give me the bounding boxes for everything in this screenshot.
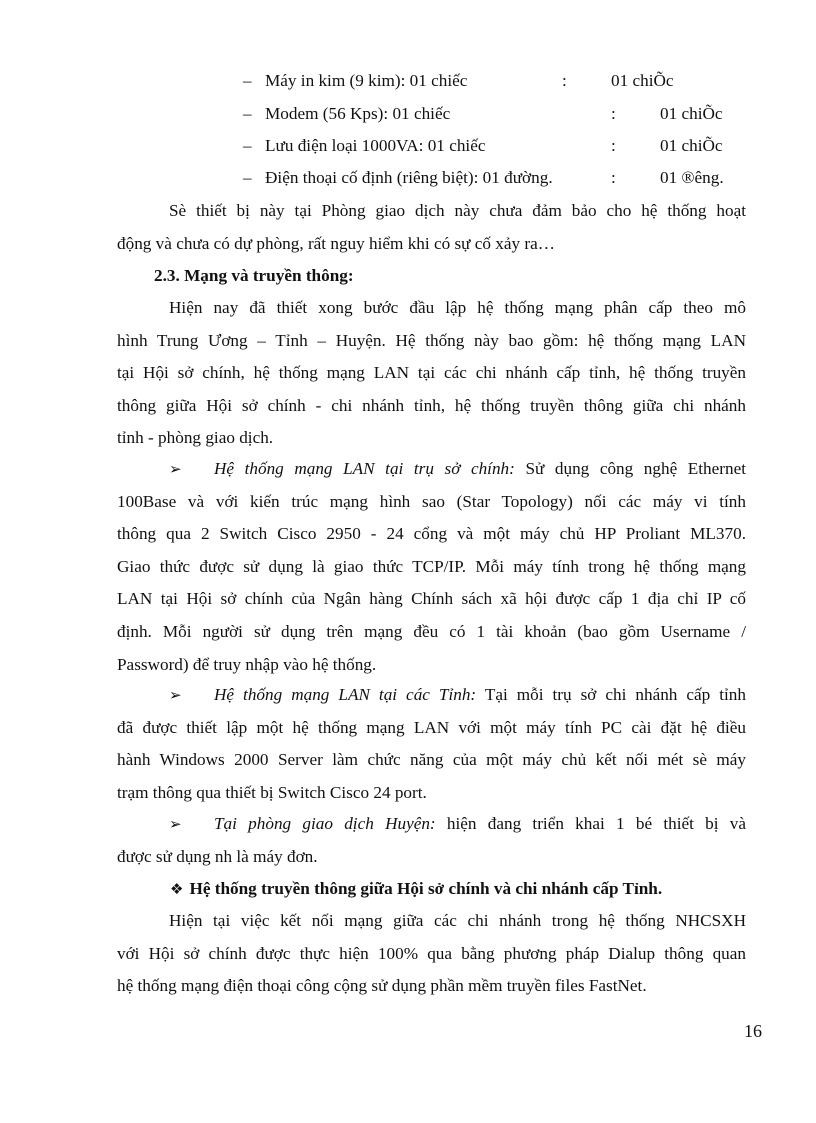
paragraph-line: Sè thiết bị này tại Phòng giao dịch này chưa đảm bảo cho hệ thống hoạt: [169, 201, 746, 220]
paragraph-line: với Hội sở chính được thực hiện 100% qua bằng phương pháp Dialup thông quan: [117, 943, 746, 963]
equipment-value: 01 ®êng.: [660, 168, 724, 187]
bullet-text: Tại mỗi trụ sở chi nhánh cấp tỉnh: [484, 685, 746, 704]
paragraph-line: LAN tại Hội sở chính của Ngân hàng Chính sách xã hội được cấp 1 địa chỉ IP cố: [117, 589, 746, 609]
bullet-line: [117, 459, 746, 492]
equipment-label: Máy in kim (9 kim): 01 chiếc: [265, 71, 468, 90]
paragraph-network-intro: [117, 298, 746, 461]
equipment-label: Modem (56 Kps): 01 chiếc: [265, 104, 451, 123]
paragraph-line: Giao thức được sử dụng là giao thức TCP/IP. Mỗi máy tính trong hệ thống mạng: [117, 556, 746, 576]
dash-bullet: –: [243, 136, 252, 155]
paragraph-line: Hiện tại việc kết nối mạng giữa các chi nhánh trong hệ thống NHCSXH: [169, 911, 746, 930]
paragraph-line: được sử dụng nh là máy đơn.: [117, 846, 318, 866]
transmission-heading-text: Hệ thống truyền thông giữa Hội sở chính và chi nhánh cấp Tỉnh.: [189, 879, 663, 898]
paragraph-transmission: [117, 911, 746, 1009]
paragraph-line: Hiện nay đã thiết xong bước đầu lập hệ thống mạng phân cấp theo mô: [169, 298, 746, 317]
equipment-item: [243, 168, 553, 188]
dash-bullet: –: [243, 71, 252, 90]
diamond-bullet-icon: ❖: [170, 880, 184, 898]
equipment-label: Lưu điện loại 1000VA: 01 chiếc: [265, 136, 486, 155]
equipment-value: 01 chiÕc: [660, 104, 723, 123]
arrow-bullet-icon: ➢: [169, 460, 182, 478]
bullet-text: hiện đang triển khai 1 bé thiết bị và: [446, 814, 747, 833]
paragraph-line: hành Windows 2000 Server làm chức năng của một máy chủ kết nối mét sè máy: [117, 750, 746, 770]
bullet-line: [117, 685, 746, 718]
page-number: 16: [744, 1021, 762, 1041]
equipment-colon: :: [611, 168, 616, 187]
paragraph-line: 100Base và với kiến trúc mạng hình sao (Star Topology) nối các máy vi tính: [117, 491, 746, 511]
equipment-item: [243, 104, 450, 124]
dash-bullet: –: [243, 168, 252, 187]
paragraph-line: thông giữa Hội sở chính - chi nhánh tỉnh, hệ thống truyền thông giữa chi nhánh: [117, 395, 746, 415]
paragraph-line: Password) để truy nhập vào hệ thống.: [117, 654, 377, 674]
equipment-colon: :: [611, 104, 616, 123]
bullet-title: Hệ thống mạng LAN tại trụ sở chính:: [214, 459, 515, 478]
paragraph-line: định. Mỗi người sử dụng trên mạng đều có 1 tài khoản (bao gồm Username /: [117, 621, 746, 641]
equipment-item: [243, 71, 467, 91]
paragraph-line: động và chưa có dự phòng, rất nguy hiểm khi có sự cố xảy ra…: [117, 233, 555, 253]
paragraph-equipment-warning: [117, 201, 746, 266]
dash-bullet: –: [243, 104, 252, 123]
paragraph-line: tại Hội sở chính, hệ thống mạng LAN tại các chi nhánh cấp tỉnh, hệ thống truyền: [117, 363, 746, 383]
paragraph-line: hệ thống mạng điện thoại công cộng sử dụng phần mềm truyền files FastNet.: [117, 976, 647, 996]
paragraph-lan-headquarters: [117, 459, 746, 687]
paragraph-line: thông qua 2 Switch Cisco 2950 - 24 cổng và một máy chủ HP Proliant ML370.: [117, 524, 746, 544]
transmission-heading: [170, 879, 662, 899]
paragraph-line: trạm thông qua thiết bị Switch Cisco 24 port.: [117, 782, 427, 802]
paragraph-lan-district: [117, 814, 746, 879]
equipment-colon: :: [562, 71, 567, 90]
equipment-value: 01 chiÕc: [660, 136, 723, 155]
equipment-value: 01 chiÕc: [611, 71, 674, 90]
paragraph-line: tỉnh - phòng giao dịch.: [117, 428, 274, 448]
arrow-bullet-icon: ➢: [169, 686, 182, 704]
paragraph-line: đã được thiết lập một hệ thống mạng LAN với một máy tính PC cài đặt hệ điều: [117, 717, 746, 737]
equipment-item: [243, 136, 485, 156]
equipment-label: Điện thoại cố định (riêng biệt): 01 đường.: [265, 168, 553, 187]
bullet-line: [117, 814, 746, 847]
equipment-colon: :: [611, 136, 616, 155]
section-heading: 2.3. Mạng và truyền thông:: [154, 266, 354, 285]
bullet-text: Sử dụng công nghệ Ethernet: [525, 459, 746, 478]
arrow-bullet-icon: ➢: [169, 815, 182, 833]
bullet-title: Hệ thống mạng LAN tại các Tỉnh:: [214, 685, 477, 704]
paragraph-line: hình Trung Ương – Tỉnh – Huyện. Hệ thống này bao gồm: hệ thống mạng LAN: [117, 330, 746, 350]
bullet-title: Tại phòng giao dịch Huyện:: [214, 814, 436, 833]
paragraph-lan-province: [117, 685, 746, 815]
